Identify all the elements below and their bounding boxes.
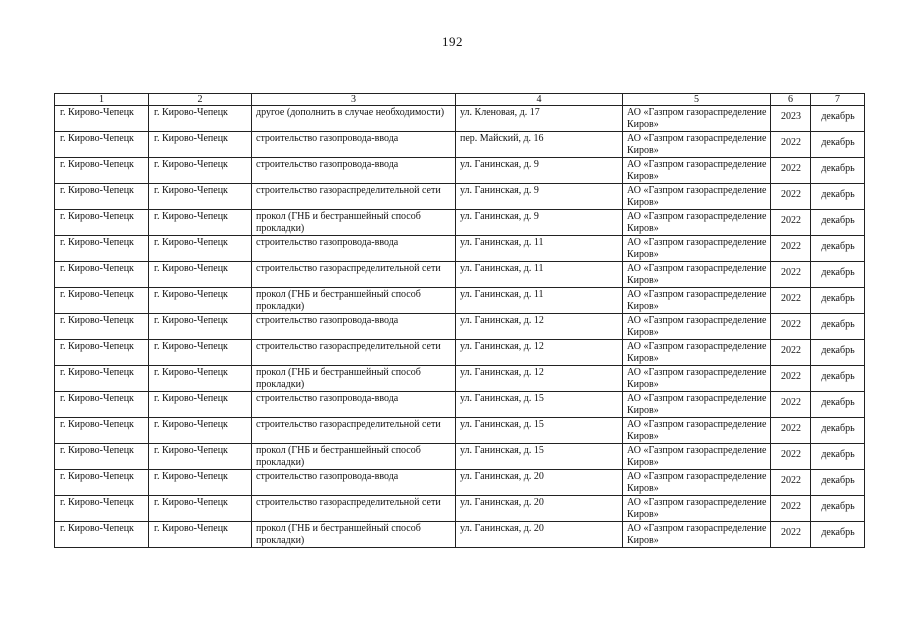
address-cell: ул. Ганинская, д. 9 [456,184,623,210]
year-cell: 2022 [771,366,811,392]
table-row [55,262,865,288]
table-header [55,94,865,106]
organization-cell: АО «Газпром газораспределение Киров» [623,210,771,236]
month-cell: декабрь [811,184,865,210]
table-row [55,418,865,444]
year-cell: 2022 [771,392,811,418]
district-cell: г. Кирово-Чепецк [55,184,149,210]
organization-cell: АО «Газпром газораспределение Киров» [623,262,771,288]
settlement-cell: г. Кирово-Чепецк [149,392,252,418]
district-cell: г. Кирово-Чепецк [55,106,149,132]
work-type-cell: строительство газораспределительной сети [252,184,456,210]
table-row [55,236,865,262]
work-type-cell: прокол (ГНБ и бестраншейный способ прокладки) [252,444,456,470]
year-cell: 2022 [771,314,811,340]
work-type-cell: строительство газопровода-ввода [252,236,456,262]
year-cell: 2023 [771,106,811,132]
address-cell: ул. Ганинская, д. 20 [456,522,623,548]
address-cell: ул. Кленовая, д. 17 [456,106,623,132]
table-row [55,392,865,418]
address-cell: ул. Ганинская, д. 11 [456,262,623,288]
page-number: 192 [442,34,463,49]
settlement-cell: г. Кирово-Чепецк [149,444,252,470]
district-cell: г. Кирово-Чепецк [55,288,149,314]
district-cell: г. Кирово-Чепецк [55,418,149,444]
year-cell: 2022 [771,262,811,288]
address-cell: ул. Ганинская, д. 12 [456,314,623,340]
address-cell: пер. Майский, д. 16 [456,132,623,158]
address-cell: ул. Ганинская, д. 11 [456,236,623,262]
work-type-cell: строительство газопровода-ввода [252,470,456,496]
table-row [55,470,865,496]
district-cell: г. Кирово-Чепецк [55,444,149,470]
address-cell: ул. Ганинская, д. 15 [456,392,623,418]
work-type-cell: строительство газопровода-ввода [252,314,456,340]
table-row [55,132,865,158]
work-type-cell: прокол (ГНБ и бестраншейный способ прокладки) [252,210,456,236]
settlement-cell: г. Кирово-Чепецк [149,288,252,314]
year-cell: 2022 [771,236,811,262]
work-type-cell: другое (дополнить в случае необходимости) [252,106,456,132]
district-cell: г. Кирово-Чепецк [55,340,149,366]
month-cell: декабрь [811,210,865,236]
month-cell: декабрь [811,418,865,444]
table-row [55,106,865,132]
district-cell: г. Кирово-Чепецк [55,314,149,340]
header-cell-4: 4 [456,94,623,106]
work-type-cell: строительство газораспределительной сети [252,418,456,444]
table-row [55,210,865,236]
work-type-cell: строительство газопровода-ввода [252,392,456,418]
district-cell: г. Кирово-Чепецк [55,392,149,418]
district-cell: г. Кирово-Чепецк [55,522,149,548]
work-type-cell: строительство газопровода-ввода [252,158,456,184]
header-cell-2: 2 [149,94,252,106]
header-row [55,94,865,106]
organization-cell: АО «Газпром газораспределение Киров» [623,470,771,496]
settlement-cell: г. Кирово-Чепецк [149,496,252,522]
month-cell: декабрь [811,496,865,522]
address-cell: ул. Ганинская, д. 9 [456,158,623,184]
organization-cell: АО «Газпром газораспределение Киров» [623,522,771,548]
organization-cell: АО «Газпром газораспределение Киров» [623,366,771,392]
district-cell: г. Кирово-Чепецк [55,262,149,288]
settlement-cell: г. Кирово-Чепецк [149,132,252,158]
work-type-cell: прокол (ГНБ и бестраншейный способ прокладки) [252,522,456,548]
table-row [55,184,865,210]
month-cell: декабрь [811,132,865,158]
organization-cell: АО «Газпром газораспределение Киров» [623,184,771,210]
organization-cell: АО «Газпром газораспределение Киров» [623,418,771,444]
district-cell: г. Кирово-Чепецк [55,132,149,158]
organization-cell: АО «Газпром газораспределение Киров» [623,236,771,262]
organization-cell: АО «Газпром газораспределение Киров» [623,496,771,522]
address-cell: ул. Ганинская, д. 15 [456,444,623,470]
month-cell: декабрь [811,392,865,418]
settlement-cell: г. Кирово-Чепецк [149,340,252,366]
month-cell: декабрь [811,444,865,470]
table-row [55,314,865,340]
year-cell: 2022 [771,522,811,548]
header-cell-7: 7 [811,94,865,106]
year-cell: 2022 [771,470,811,496]
organization-cell: АО «Газпром газораспределение Киров» [623,106,771,132]
month-cell: декабрь [811,522,865,548]
table-row [55,158,865,184]
month-cell: декабрь [811,340,865,366]
work-type-cell: строительство газораспределительной сети [252,262,456,288]
work-type-cell: строительство газопровода-ввода [252,132,456,158]
address-cell: ул. Ганинская, д. 12 [456,340,623,366]
district-cell: г. Кирово-Чепецк [55,366,149,392]
organization-cell: АО «Газпром газораспределение Киров» [623,340,771,366]
year-cell: 2022 [771,496,811,522]
organization-cell: АО «Газпром газораспределение Киров» [623,444,771,470]
table-row [55,496,865,522]
address-cell: ул. Ганинская, д. 20 [456,470,623,496]
year-cell: 2022 [771,444,811,470]
organization-cell: АО «Газпром газораспределение Киров» [623,392,771,418]
month-cell: декабрь [811,236,865,262]
organization-cell: АО «Газпром газораспределение Киров» [623,158,771,184]
year-cell: 2022 [771,132,811,158]
settlement-cell: г. Кирово-Чепецк [149,184,252,210]
settlement-cell: г. Кирово-Чепецк [149,522,252,548]
data-table [54,93,865,548]
year-cell: 2022 [771,340,811,366]
month-cell: декабрь [811,314,865,340]
month-cell: декабрь [811,262,865,288]
settlement-cell: г. Кирово-Чепецк [149,158,252,184]
settlement-cell: г. Кирово-Чепецк [149,106,252,132]
table-row [55,444,865,470]
organization-cell: АО «Газпром газораспределение Киров» [623,314,771,340]
year-cell: 2022 [771,210,811,236]
month-cell: декабрь [811,106,865,132]
address-cell: ул. Ганинская, д. 15 [456,418,623,444]
address-cell: ул. Ганинская, д. 11 [456,288,623,314]
table-body [55,106,865,548]
table-row [55,340,865,366]
table-row [55,522,865,548]
work-type-cell: прокол (ГНБ и бестраншейный способ прокладки) [252,366,456,392]
settlement-cell: г. Кирово-Чепецк [149,236,252,262]
work-type-cell: строительство газораспределительной сети [252,496,456,522]
district-cell: г. Кирово-Чепецк [55,470,149,496]
district-cell: г. Кирово-Чепецк [55,236,149,262]
header-cell-6: 6 [771,94,811,106]
settlement-cell: г. Кирово-Чепецк [149,210,252,236]
address-cell: ул. Ганинская, д. 9 [456,210,623,236]
year-cell: 2022 [771,184,811,210]
organization-cell: АО «Газпром газораспределение Киров» [623,288,771,314]
district-cell: г. Кирово-Чепецк [55,496,149,522]
work-type-cell: прокол (ГНБ и бестраншейный способ прокладки) [252,288,456,314]
header-cell-1: 1 [55,94,149,106]
organization-cell: АО «Газпром газораспределение Киров» [623,132,771,158]
work-type-cell: строительство газораспределительной сети [252,340,456,366]
month-cell: декабрь [811,288,865,314]
settlement-cell: г. Кирово-Чепецк [149,314,252,340]
month-cell: декабрь [811,366,865,392]
year-cell: 2022 [771,288,811,314]
table-row [55,366,865,392]
table-row [55,288,865,314]
settlement-cell: г. Кирово-Чепецк [149,366,252,392]
year-cell: 2022 [771,158,811,184]
district-cell: г. Кирово-Чепецк [55,210,149,236]
settlement-cell: г. Кирово-Чепецк [149,262,252,288]
address-cell: ул. Ганинская, д. 20 [456,496,623,522]
settlement-cell: г. Кирово-Чепецк [149,470,252,496]
month-cell: декабрь [811,158,865,184]
header-cell-3: 3 [252,94,456,106]
year-cell: 2022 [771,418,811,444]
settlement-cell: г. Кирово-Чепецк [149,418,252,444]
address-cell: ул. Ганинская, д. 12 [456,366,623,392]
district-cell: г. Кирово-Чепецк [55,158,149,184]
month-cell: декабрь [811,470,865,496]
header-cell-5: 5 [623,94,771,106]
